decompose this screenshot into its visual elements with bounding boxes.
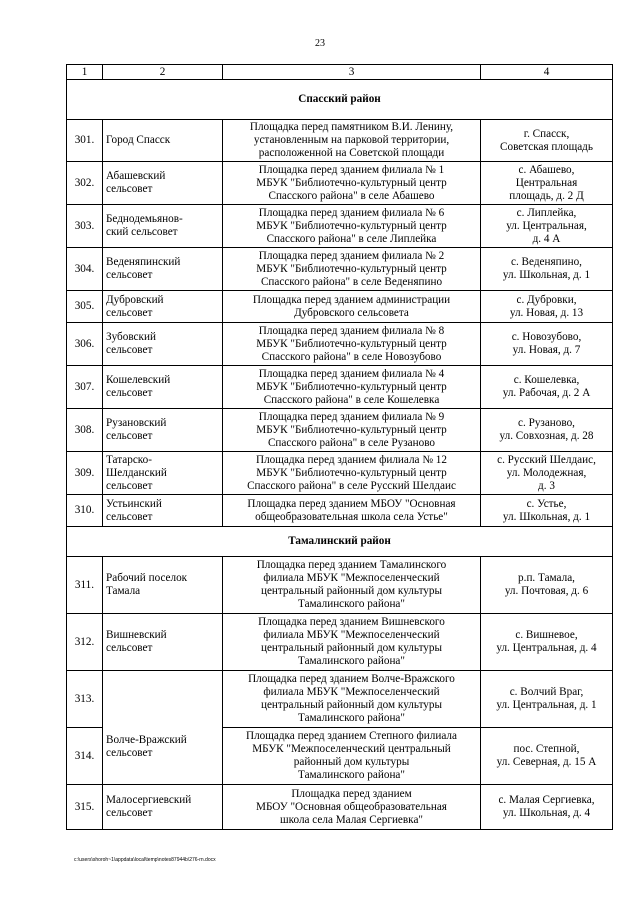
row-number: 308. (67, 409, 103, 452)
location-cell: Площадка перед зданием филиала № 2 МБУК "Библиотечно-культурный центр Спасского района" в селе Веденяпино (223, 248, 481, 291)
place-cell: Устьинский сельсовет (103, 495, 223, 527)
table-row (67, 248, 613, 291)
location-cell: Площадка перед зданием филиала № 9 МБУК "Библиотечно-культурный центр Спасского района" в селе Рузаново (223, 409, 481, 452)
row-number: 304. (67, 248, 103, 291)
row-number: 302. (67, 162, 103, 205)
row-number: 310. (67, 495, 103, 527)
address-cell: пос. Степной, ул. Северная, д. 15 А (481, 728, 613, 785)
location-cell: Площадка перед зданием филиала № 4 МБУК "Библиотечно-культурный центр Спасского района" в селе Кошелевка (223, 366, 481, 409)
section-row (67, 80, 613, 120)
place-cell: Дубровский сельсовет (103, 291, 223, 323)
location-cell: Площадка перед зданием филиала № 1 МБУК "Библиотечно-культурный центр Спасского района" в селе Абашево (223, 162, 481, 205)
place-cell: Рабочий поселок Тамала (103, 557, 223, 614)
row-number: 313. (67, 671, 103, 728)
location-cell: Площадка перед зданием администрации Дубровского сельсовета (223, 291, 481, 323)
address-cell: с. Веденяпино, ул. Школьная, д. 1 (481, 248, 613, 291)
row-number: 309. (67, 452, 103, 495)
place-cell: Абашевский сельсовет (103, 162, 223, 205)
section-row (67, 527, 613, 557)
location-cell: Площадка перед зданием Степного филиала МБУК "Межпоселенческий центральный районный дом культуры Тамалинского района" (223, 728, 481, 785)
location-cell: Площадка перед зданием филиала № 6 МБУК "Библиотечно-культурный центр Спасского района" в селе Липлейка (223, 205, 481, 248)
place-cell: Город Спасск (103, 120, 223, 162)
section-title: Тамалинский район (67, 527, 613, 557)
place-cell: Беднодемьянов- ский сельсовет (103, 205, 223, 248)
address-cell: с. Вишневое, ул. Центральная, д. 4 (481, 614, 613, 671)
location-cell: Площадка перед зданием Вишневского филиала МБУК "Межпоселенческий центральный районный дом культуры Тамалинского района" (223, 614, 481, 671)
location-cell: Площадка перед зданием Тамалинского филиала МБУК "Межпоселенческий центральный районный дом культуры Тамалинского района" (223, 557, 481, 614)
table-row (67, 452, 613, 495)
place-cell: Татарско- Шелданский сельсовет (103, 452, 223, 495)
row-number: 301. (67, 120, 103, 162)
location-cell: Площадка перед памятником В.И. Ленину, установленным на парковой территории, расположенной на Советской площади (223, 120, 481, 162)
row-number: 305. (67, 291, 103, 323)
table-row (67, 323, 613, 366)
address-cell: р.п. Тамала, ул. Почтовая, д. 6 (481, 557, 613, 614)
table-header-row (67, 65, 613, 80)
table-row (67, 557, 613, 614)
row-number: 315. (67, 785, 103, 830)
place-cell: Веденяпинский сельсовет (103, 248, 223, 291)
location-cell: Площадка перед зданием филиала № 8 МБУК "Библиотечно-культурный центр Спасского района" в селе Новозубово (223, 323, 481, 366)
address-cell: с. Абашево, Центральная площадь, д. 2 Д (481, 162, 613, 205)
header-col-3: 3 (223, 65, 481, 80)
location-cell: Площадка перед зданием филиала № 12 МБУК "Библиотечно-культурный центр Спасского района" в селе Русский Шелдаис (223, 452, 481, 495)
place-cell: Вишневский сельсовет (103, 614, 223, 671)
address-cell: с. Кошелевка, ул. Рабочая, д. 2 А (481, 366, 613, 409)
place-cell: Волче-Вражский сельсовет (103, 671, 223, 785)
table-row (67, 409, 613, 452)
place-cell: Зубовский сельсовет (103, 323, 223, 366)
address-cell: с. Устье, ул. Школьная, д. 1 (481, 495, 613, 527)
location-cell: Площадка перед зданием МБОУ "Основная общеобразовательная школа села Устье" (223, 495, 481, 527)
location-cell: Площадка перед зданием МБОУ "Основная общеобразовательная школа села Малая Сергиевка" (223, 785, 481, 830)
row-number: 312. (67, 614, 103, 671)
table-row (67, 785, 613, 830)
table-row (67, 671, 613, 728)
place-cell: Рузановский сельсовет (103, 409, 223, 452)
address-cell: с. Волчий Враг, ул. Центральная, д. 1 (481, 671, 613, 728)
address-cell: с. Дубровки, ул. Новая, д. 13 (481, 291, 613, 323)
header-col-2: 2 (103, 65, 223, 80)
section-title: Спасский район (67, 80, 613, 120)
row-number: 306. (67, 323, 103, 366)
address-cell: г. Спасск, Советская площадь (481, 120, 613, 162)
file-path-footer: c:\users\shoroh~1\appdata\local\temp\notes87944b\276-rn.docx (74, 857, 216, 863)
table-row (67, 162, 613, 205)
table-row (67, 120, 613, 162)
address-cell: с. Малая Сергиевка, ул. Школьная, д. 4 (481, 785, 613, 830)
address-cell: с. Липлейка, ул. Центральная, д. 4 А (481, 205, 613, 248)
row-number: 314. (67, 728, 103, 785)
table-row (67, 366, 613, 409)
place-cell: Малосергиевский сельсовет (103, 785, 223, 830)
polling-locations-table (66, 64, 613, 830)
header-col-4: 4 (481, 65, 613, 80)
address-cell: с. Новозубово, ул. Новая, д. 7 (481, 323, 613, 366)
location-cell: Площадка перед зданием Волче-Вражского филиала МБУК "Межпоселенческий центральный районный дом культуры Тамалинского района" (223, 671, 481, 728)
header-col-1: 1 (67, 65, 103, 80)
table-row (67, 291, 613, 323)
row-number: 303. (67, 205, 103, 248)
row-number: 307. (67, 366, 103, 409)
row-number: 311. (67, 557, 103, 614)
table-row (67, 205, 613, 248)
page-number: 23 (315, 38, 325, 49)
table-row (67, 495, 613, 527)
place-cell: Кошелевский сельсовет (103, 366, 223, 409)
address-cell: с. Русский Шелдаис, ул. Молодежная, д. 3 (481, 452, 613, 495)
table-row (67, 614, 613, 671)
address-cell: с. Рузаново, ул. Совхозная, д. 28 (481, 409, 613, 452)
